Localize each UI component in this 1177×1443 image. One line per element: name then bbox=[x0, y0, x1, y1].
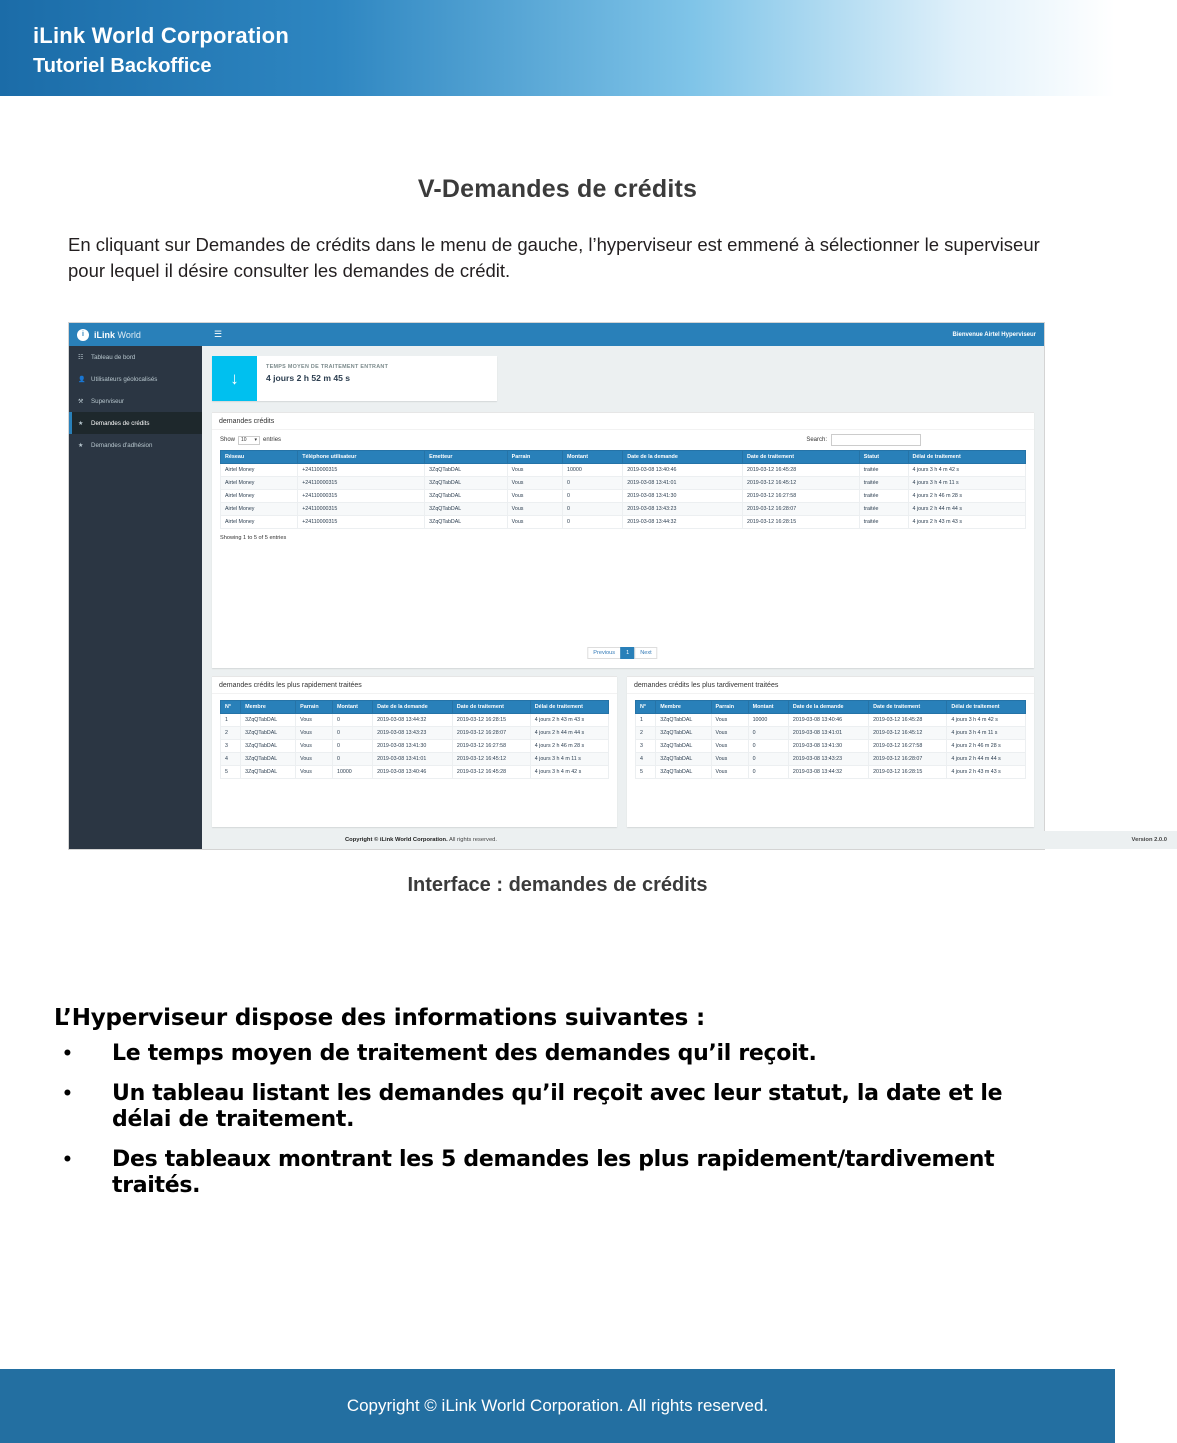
info-block bbox=[54, 1005, 1064, 1213]
table-header-row bbox=[221, 451, 1026, 464]
cell: 3ZqQTabDAL bbox=[241, 753, 296, 766]
column-header: Date de traitement bbox=[452, 701, 530, 714]
list-item-label: Le temps moyen de traitement des demandes qu’il reçoit. bbox=[112, 1041, 817, 1066]
bullet-icon: • bbox=[62, 1150, 73, 1170]
app-brand[interactable] bbox=[69, 323, 202, 346]
chevron-down-icon: ▾ bbox=[254, 437, 258, 443]
list-item bbox=[54, 1147, 1064, 1199]
cell: 2019-03-12 16:28:07 bbox=[869, 753, 947, 766]
cell: 4 jours 3 h 4 m 11 s bbox=[947, 727, 1026, 740]
column-header: Montant bbox=[748, 701, 788, 714]
dashboard-icon: ☷ bbox=[78, 354, 84, 361]
cell: 10000 bbox=[563, 464, 623, 477]
cell: 2019-03-08 13:40:46 bbox=[623, 464, 743, 477]
cell: 3ZqQTabDAL bbox=[656, 727, 711, 740]
cell: 2019-03-12 16:27:58 bbox=[452, 740, 530, 753]
list-item bbox=[54, 1041, 1064, 1067]
table-row bbox=[636, 766, 1026, 779]
cell: 0 bbox=[748, 740, 788, 753]
cell: 10000 bbox=[333, 766, 373, 779]
cell: traitée bbox=[859, 490, 908, 503]
cell: Vous bbox=[507, 464, 562, 477]
app-copyright-rest: All rights reserved. bbox=[447, 837, 498, 843]
panel-title: demandes crédits bbox=[212, 413, 1034, 430]
bullet-icon: • bbox=[62, 1084, 73, 1104]
cell: 2019-03-12 16:45:12 bbox=[452, 753, 530, 766]
sidebar-item-label: Demandes d'adhésion bbox=[91, 441, 153, 449]
table-row bbox=[221, 766, 609, 779]
cell: 0 bbox=[333, 740, 373, 753]
fastest-requests-table bbox=[220, 700, 609, 779]
column-header: Délai de traitement bbox=[947, 701, 1026, 714]
table-header-row bbox=[636, 701, 1026, 714]
cell: 0 bbox=[333, 753, 373, 766]
cell: 3ZqQTabDAL bbox=[425, 464, 508, 477]
cell: 5 bbox=[221, 766, 241, 779]
cell: 0 bbox=[333, 714, 373, 727]
cell: 4 jours 3 h 4 m 42 s bbox=[908, 464, 1025, 477]
show-label: Show bbox=[220, 437, 236, 443]
cell: Airtel Money bbox=[221, 490, 298, 503]
bullet-icon: • bbox=[62, 1044, 73, 1064]
credit-requests-panel bbox=[212, 412, 1034, 668]
column-header[interactable]: Montant bbox=[563, 451, 623, 464]
pagination-page-1[interactable]: 1 bbox=[620, 647, 635, 659]
cell: 4 jours 2 h 46 m 28 s bbox=[908, 490, 1025, 503]
cell: 2019-03-08 13:40:46 bbox=[373, 766, 453, 779]
table-header-row bbox=[221, 701, 609, 714]
table-row bbox=[636, 714, 1026, 727]
app-copyright-strong: Copyright © iLink World Corporation. bbox=[345, 837, 448, 843]
cell: 2019-03-12 16:28:15 bbox=[452, 714, 530, 727]
search-label: Search: bbox=[806, 437, 827, 443]
intro-paragraph: En cliquant sur Demandes de crédits dans le menu de gauche, l’hyperviseur est emmené à sélectionner le superviseur pour lequel il désire consulter les demandes de crédit. bbox=[68, 234, 1040, 281]
sidebar-item-utilisateurs-geolocalises[interactable] bbox=[69, 368, 202, 390]
cell: 0 bbox=[333, 727, 373, 740]
pagination-next[interactable]: Next bbox=[634, 647, 658, 659]
cell: 2019-03-08 13:41:01 bbox=[788, 727, 868, 740]
cell: 3ZqQTabDAL bbox=[425, 503, 508, 516]
cell: 2 bbox=[221, 727, 241, 740]
entries-select[interactable] bbox=[238, 436, 260, 445]
hamburger-icon[interactable]: ☰ bbox=[214, 329, 223, 339]
cell: traitée bbox=[859, 516, 908, 529]
table-row bbox=[221, 477, 1026, 490]
cell: 2019-03-08 13:44:32 bbox=[623, 516, 743, 529]
column-header: Membre bbox=[241, 701, 296, 714]
brand-logo-icon: i bbox=[77, 329, 89, 341]
sidebar-item-demandes-de-credits[interactable] bbox=[69, 412, 202, 434]
search-group bbox=[806, 434, 921, 446]
cell: Vous bbox=[711, 714, 748, 727]
column-header: Date de traitement bbox=[869, 701, 947, 714]
embedded-screenshot bbox=[68, 322, 1167, 850]
cell: +24110000315 bbox=[298, 477, 425, 490]
list-item bbox=[54, 1081, 1064, 1133]
column-header: N° bbox=[636, 701, 656, 714]
app-topbar bbox=[69, 323, 1044, 346]
cell: 4 jours 2 h 43 m 43 s bbox=[908, 516, 1025, 529]
column-header: Montant bbox=[333, 701, 373, 714]
cell: 0 bbox=[563, 516, 623, 529]
cell: 0 bbox=[748, 766, 788, 779]
panel-title: demandes crédits les plus tardivement traitées bbox=[627, 677, 1034, 694]
info-bullet-list bbox=[54, 1041, 1064, 1199]
list-item-label: Des tableaux montrant les 5 demandes les plus rapidement/tardivement traités. bbox=[112, 1147, 995, 1198]
cell: 3ZqQTabDAL bbox=[241, 714, 296, 727]
table-footer-info: Showing 1 to 5 of 5 entries bbox=[220, 535, 287, 541]
column-header[interactable]: Délai de traitement bbox=[908, 451, 1025, 464]
column-header: Date de la demande bbox=[788, 701, 868, 714]
column-header[interactable]: Date de la demande bbox=[623, 451, 743, 464]
column-header: Membre bbox=[656, 701, 711, 714]
brand-text bbox=[94, 330, 141, 340]
cell: Vous bbox=[296, 753, 333, 766]
column-header[interactable]: Réseau bbox=[221, 451, 298, 464]
table-row bbox=[221, 503, 1026, 516]
sidebar-item-label: Utilisateurs géolocalisés bbox=[91, 375, 158, 383]
cell: 0 bbox=[748, 753, 788, 766]
cell: 2019-03-08 13:43:23 bbox=[623, 503, 743, 516]
cell: 1 bbox=[221, 714, 241, 727]
cell: Airtel Money bbox=[221, 477, 298, 490]
cell: +24110000315 bbox=[298, 490, 425, 503]
table-toolbar bbox=[212, 430, 1034, 450]
cell: traitée bbox=[859, 464, 908, 477]
column-header: Date de la demande bbox=[373, 701, 453, 714]
cell: 2019-03-08 13:41:30 bbox=[373, 740, 453, 753]
cell: 4 jours 3 h 4 m 11 s bbox=[908, 477, 1025, 490]
cell: traitée bbox=[859, 503, 908, 516]
cell: 2019-03-12 16:28:15 bbox=[742, 516, 859, 529]
cell: Vous bbox=[507, 503, 562, 516]
table-row bbox=[636, 740, 1026, 753]
cell: 2019-03-08 13:43:23 bbox=[788, 753, 868, 766]
cell: 2019-03-12 16:27:58 bbox=[742, 490, 859, 503]
column-header: Parrain bbox=[296, 701, 333, 714]
cell: 3ZqQTabDAL bbox=[425, 516, 508, 529]
cell: traitée bbox=[859, 477, 908, 490]
column-header: Parrain bbox=[711, 701, 748, 714]
cell: 3ZqQTabDAL bbox=[241, 740, 296, 753]
cell: 2019-03-12 16:28:07 bbox=[452, 727, 530, 740]
download-arrow-icon: ↓ bbox=[212, 356, 257, 401]
slowest-requests-table bbox=[635, 700, 1026, 779]
table-row bbox=[221, 516, 1026, 529]
cell: 2019-03-08 13:41:30 bbox=[623, 490, 743, 503]
panel-title: demandes crédits les plus rapidement traitées bbox=[212, 677, 617, 694]
cell: 0 bbox=[563, 503, 623, 516]
cell: 3ZqQTabDAL bbox=[425, 490, 508, 503]
table-row bbox=[221, 490, 1026, 503]
company-title: iLink World Corporation bbox=[33, 23, 289, 48]
entries-label: entries bbox=[263, 437, 282, 443]
cell: 2019-03-08 13:41:01 bbox=[373, 753, 453, 766]
cell: 2019-03-08 13:41:01 bbox=[623, 477, 743, 490]
cell: 2019-03-08 13:40:46 bbox=[788, 714, 868, 727]
credit-requests-table bbox=[220, 450, 1026, 529]
cell: 3 bbox=[221, 740, 241, 753]
fastest-requests-panel bbox=[212, 676, 617, 827]
cell: 2 bbox=[636, 727, 656, 740]
list-item-label: Un tableau listant les demandes qu’il reçoit avec leur statut, la date et le délai de traitement. bbox=[112, 1081, 1003, 1132]
cell: 4 jours 2 h 44 m 44 s bbox=[530, 727, 608, 740]
cell: 4 jours 3 h 4 m 11 s bbox=[530, 753, 608, 766]
cell: 2019-03-08 13:44:32 bbox=[788, 766, 868, 779]
figure-caption: Interface : demandes de crédits bbox=[407, 874, 708, 896]
cell: +24110000315 bbox=[298, 516, 425, 529]
cell: Airtel Money bbox=[221, 464, 298, 477]
cell: Vous bbox=[296, 740, 333, 753]
table-row bbox=[221, 727, 609, 740]
app-content bbox=[202, 346, 1167, 849]
table-pagination bbox=[588, 647, 657, 659]
table-row bbox=[221, 464, 1026, 477]
cell: Vous bbox=[507, 516, 562, 529]
cell: 2019-03-12 16:45:28 bbox=[452, 766, 530, 779]
cell: 3ZqQTabDAL bbox=[656, 740, 711, 753]
sidebar-item-label: Tableau de bord bbox=[91, 353, 136, 361]
cell: Vous bbox=[711, 766, 748, 779]
brand-light: World bbox=[117, 329, 141, 340]
kpi-value: 4 jours 2 h 52 m 45 s bbox=[266, 373, 351, 383]
pagination-previous[interactable]: Previous bbox=[587, 647, 621, 659]
cell: 4 bbox=[221, 753, 241, 766]
cell: 0 bbox=[563, 490, 623, 503]
cell: 4 jours 2 h 44 m 44 s bbox=[947, 753, 1026, 766]
cell: 2019-03-08 13:43:23 bbox=[373, 727, 453, 740]
cell: 4 bbox=[636, 753, 656, 766]
cell: 5 bbox=[636, 766, 656, 779]
search-input[interactable] bbox=[831, 434, 921, 446]
cell: 2019-03-12 16:28:07 bbox=[742, 503, 859, 516]
table-row bbox=[636, 727, 1026, 740]
cell: 2019-03-12 16:45:28 bbox=[869, 714, 947, 727]
cell: Vous bbox=[507, 490, 562, 503]
cell: Vous bbox=[296, 727, 333, 740]
cell: 10000 bbox=[748, 714, 788, 727]
brand-strong: iLink bbox=[94, 329, 116, 340]
entries-select-value: 10 bbox=[241, 437, 247, 443]
document-subtitle: Tutoriel Backoffice bbox=[33, 55, 212, 77]
sidebar-item-superviseur[interactable] bbox=[69, 390, 202, 412]
page-title: V-Demandes de crédits bbox=[417, 175, 698, 203]
info-lead: L’Hyperviseur dispose des informations suivantes : bbox=[54, 1005, 705, 1031]
cell: Vous bbox=[711, 740, 748, 753]
sidebar-item-tableau-de-bord[interactable] bbox=[69, 346, 202, 368]
cell: 4 jours 2 h 43 m 43 s bbox=[947, 766, 1026, 779]
cell: 3ZqQTabDAL bbox=[656, 714, 711, 727]
footer-copyright: Copyright © iLink World Corporation. All rights reserved. bbox=[346, 1396, 769, 1415]
column-header[interactable]: Statut bbox=[859, 451, 908, 464]
sidebar-item-demandes-adhesion[interactable] bbox=[69, 434, 202, 456]
cell: 2019-03-08 13:44:32 bbox=[373, 714, 453, 727]
column-header[interactable]: Date de traitement bbox=[742, 451, 859, 464]
table-row bbox=[221, 714, 609, 727]
supervisor-icon: ⚒ bbox=[78, 398, 84, 405]
cell: 3ZqQTabDAL bbox=[425, 477, 508, 490]
column-header[interactable]: Téléphone utilisateur bbox=[298, 451, 425, 464]
cell: 4 jours 2 h 44 m 44 s bbox=[908, 503, 1025, 516]
table-row bbox=[636, 753, 1026, 766]
cell: 3ZqQTabDAL bbox=[656, 766, 711, 779]
table-row bbox=[221, 740, 609, 753]
cell: Vous bbox=[711, 727, 748, 740]
page-header-band bbox=[0, 0, 1115, 96]
cell: 3ZqQTabDAL bbox=[656, 753, 711, 766]
cell: Vous bbox=[296, 766, 333, 779]
slowest-requests-panel bbox=[627, 676, 1034, 827]
cell: 4 jours 2 h 46 m 28 s bbox=[530, 740, 608, 753]
cell: 3ZqQTabDAL bbox=[241, 766, 296, 779]
kpi-card-average-processing-time bbox=[212, 356, 497, 401]
cell: 1 bbox=[636, 714, 656, 727]
cell: 4 jours 2 h 43 m 43 s bbox=[530, 714, 608, 727]
cell: 4 jours 3 h 4 m 42 s bbox=[530, 766, 608, 779]
cell: Vous bbox=[296, 714, 333, 727]
cell: 2019-03-12 16:28:15 bbox=[869, 766, 947, 779]
cell: 3 bbox=[636, 740, 656, 753]
membership-icon: ★ bbox=[78, 442, 84, 449]
cell: 2019-03-12 16:27:58 bbox=[869, 740, 947, 753]
cell: Airtel Money bbox=[221, 516, 298, 529]
cell: 2019-03-12 16:45:28 bbox=[742, 464, 859, 477]
show-entries-group bbox=[220, 436, 281, 445]
cell: Vous bbox=[711, 753, 748, 766]
page-footer-band bbox=[0, 1369, 1115, 1443]
cell: 2019-03-12 16:45:12 bbox=[742, 477, 859, 490]
kpi-label: TEMPS MOYEN DE TRAITEMENT ENTRANT bbox=[266, 364, 389, 370]
cell: 4 jours 3 h 4 m 42 s bbox=[947, 714, 1026, 727]
table-row bbox=[221, 753, 609, 766]
cell: Airtel Money bbox=[221, 503, 298, 516]
users-icon: 👤 bbox=[78, 376, 86, 383]
cell: 4 jours 2 h 46 m 28 s bbox=[947, 740, 1026, 753]
app-copyright-bar bbox=[335, 831, 1177, 849]
cell: Vous bbox=[507, 477, 562, 490]
welcome-label: Bienvenue Airtel Hyperviseur bbox=[952, 331, 1036, 338]
cell: +24110000315 bbox=[298, 503, 425, 516]
credit-icon: ★ bbox=[78, 420, 84, 427]
sidebar-item-label: Demandes de crédits bbox=[91, 419, 150, 427]
app-version: Version 2.0.0 bbox=[1131, 837, 1167, 843]
app-sidebar bbox=[69, 346, 202, 849]
cell: 2019-03-12 16:45:12 bbox=[869, 727, 947, 740]
cell: +24110000315 bbox=[298, 464, 425, 477]
cell: 3ZqQTabDAL bbox=[241, 727, 296, 740]
column-header[interactable]: Parrain bbox=[507, 451, 562, 464]
column-header: Délai de traitement bbox=[530, 701, 608, 714]
cell: 0 bbox=[748, 727, 788, 740]
cell: 0 bbox=[563, 477, 623, 490]
cell: 2019-03-08 13:41:30 bbox=[788, 740, 868, 753]
sidebar-item-label: Superviseur bbox=[91, 397, 125, 405]
column-header: N° bbox=[221, 701, 241, 714]
column-header[interactable]: Emetteur bbox=[425, 451, 508, 464]
